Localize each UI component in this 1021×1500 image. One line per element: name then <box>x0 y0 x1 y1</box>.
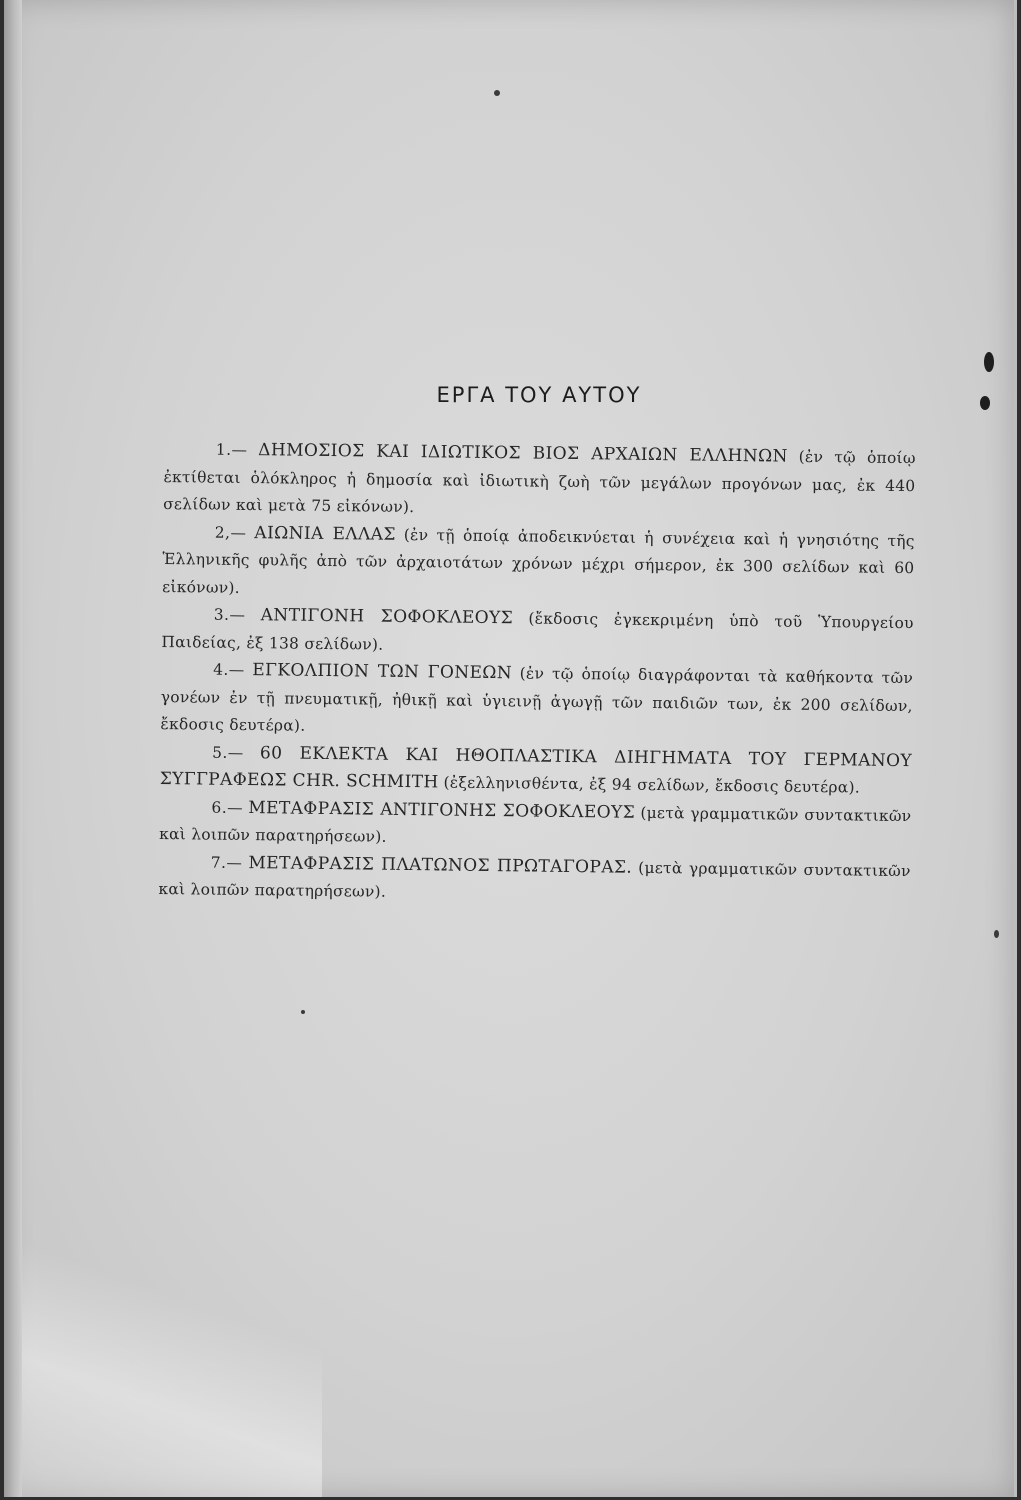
work-entry <box>159 793 912 857</box>
work-number: 3.— <box>213 605 246 625</box>
work-title: ΑΙΩΝΙΑ ΕΛΛΑΣ <box>254 522 396 545</box>
ink-spot <box>494 90 500 96</box>
work-number: 1.— <box>215 440 248 460</box>
work-description: (ἐν τῇ ὁποίᾳ ἀποδεικνύεται ἡ συνέχεια καὶ ἡ γνησιότης τῆς Ἑλληνικῆς φυλῆς ἀπὸ τῶν ἀρχαιοτάτων χρόνων μέχρι σήμερον, ἐκ 300 σελίδων καὶ 60 εἰκόνων). <box>162 525 915 597</box>
work-entry <box>158 848 911 912</box>
work-number: 2,— <box>214 523 247 542</box>
work-title: 60 ΕΚΛΕΚΤΑ ΚΑΙ ΗΘΟΠΛΑΣΤΙΚΑ ΔΙΗΓΗΜΑΤΑ ΤΟΥ ΓΕΡΜΑΝΟΥ ΣΥΓΓΡΑΦΕΩΣ CHR. SCHMITH <box>159 742 913 793</box>
work-title: ΜΕΤΑΦΡΑΣΙΣ ΑΝΤΙΓΟΝΗΣ ΣΟΦΟΚΛΕΟΥΣ <box>248 797 636 823</box>
page-fold <box>22 1140 322 1497</box>
work-description: (ἔκδοσις ἐγκεκριμένη ὑπὸ τοῦ Ὑπουργείου Παιδείας, ἐξ 138 σελίδων). <box>161 609 914 654</box>
work-description: (ἐν τῷ ὁποίῳ ἐκτίθεται ὁλόκληρος ἡ δημοσία καὶ ἰδιωτικὴ ζωὴ τῶν μεγάλων προγόνων μας, ἐκ 440 σελίδων καὶ μετὰ 75 εἰκόνων). <box>163 447 916 517</box>
document-page <box>4 0 1017 1497</box>
work-entry <box>162 518 915 610</box>
work-description: (μετὰ γραμματικῶν συντακτικῶν καὶ λοιπῶν παρατηρήσεων). <box>158 858 911 901</box>
work-number: 5.— <box>212 743 244 762</box>
work-title: ΔΗΜΟΣΙΟΣ ΚΑΙ ΙΔΙΩΤΙΚΟΣ ΒΙΟΣ ΑΡΧΑΙΩΝ ΕΛΛΗΝΩΝ <box>258 440 788 467</box>
work-number: 4.— <box>213 660 245 680</box>
work-entry <box>160 738 913 802</box>
works-list <box>158 436 916 913</box>
work-entry <box>163 436 916 528</box>
work-entry <box>161 601 914 665</box>
page-edge <box>4 0 22 1497</box>
work-number: 7.— <box>210 853 243 872</box>
work-description: (ἐν τῷ ὁποίῳ διαγράφονται τὰ καθήκοντα τῶν γονέων ἐν τῇ πνευματικῇ, ἠθικῇ καὶ ὑγιεινῇ ἀγωγῇ τῶν παιδιῶν των, ἐκ 200 σελίδων, ἔκδοσις δευτέρα). <box>160 664 914 735</box>
binding-hole <box>984 352 994 372</box>
work-number: 6.— <box>211 798 244 817</box>
ink-spot <box>301 1010 305 1014</box>
work-title: ΕΓΚΟΛΠΙΟΝ ΤΩΝ ΓΟΝΕΩΝ <box>252 660 513 684</box>
work-title: ΜΕΤΑΦΡΑΣΙΣ ΠΛΑΤΩΝΟΣ ΠΡΩΤΑΓΟΡΑΣ. <box>248 852 633 878</box>
work-description: (ἐξελληνισθέντα, ἐξ 94 σελίδων, ἔκδοσις δευτέρα). <box>443 773 861 797</box>
work-entry <box>160 656 913 748</box>
work-title: ΑΝΤΙΓΟΝΗ ΣΟΦΟΚΛΕΟΥΣ <box>260 605 514 629</box>
work-description: (μετὰ γραμματικῶν συντακτικῶν καὶ λοιπῶν παρατηρήσεων). <box>159 803 912 846</box>
ink-spot <box>994 930 999 938</box>
page-title: ΕΡΓΑ ΤΟΥ ΑΥΤΟΥ <box>436 383 642 407</box>
